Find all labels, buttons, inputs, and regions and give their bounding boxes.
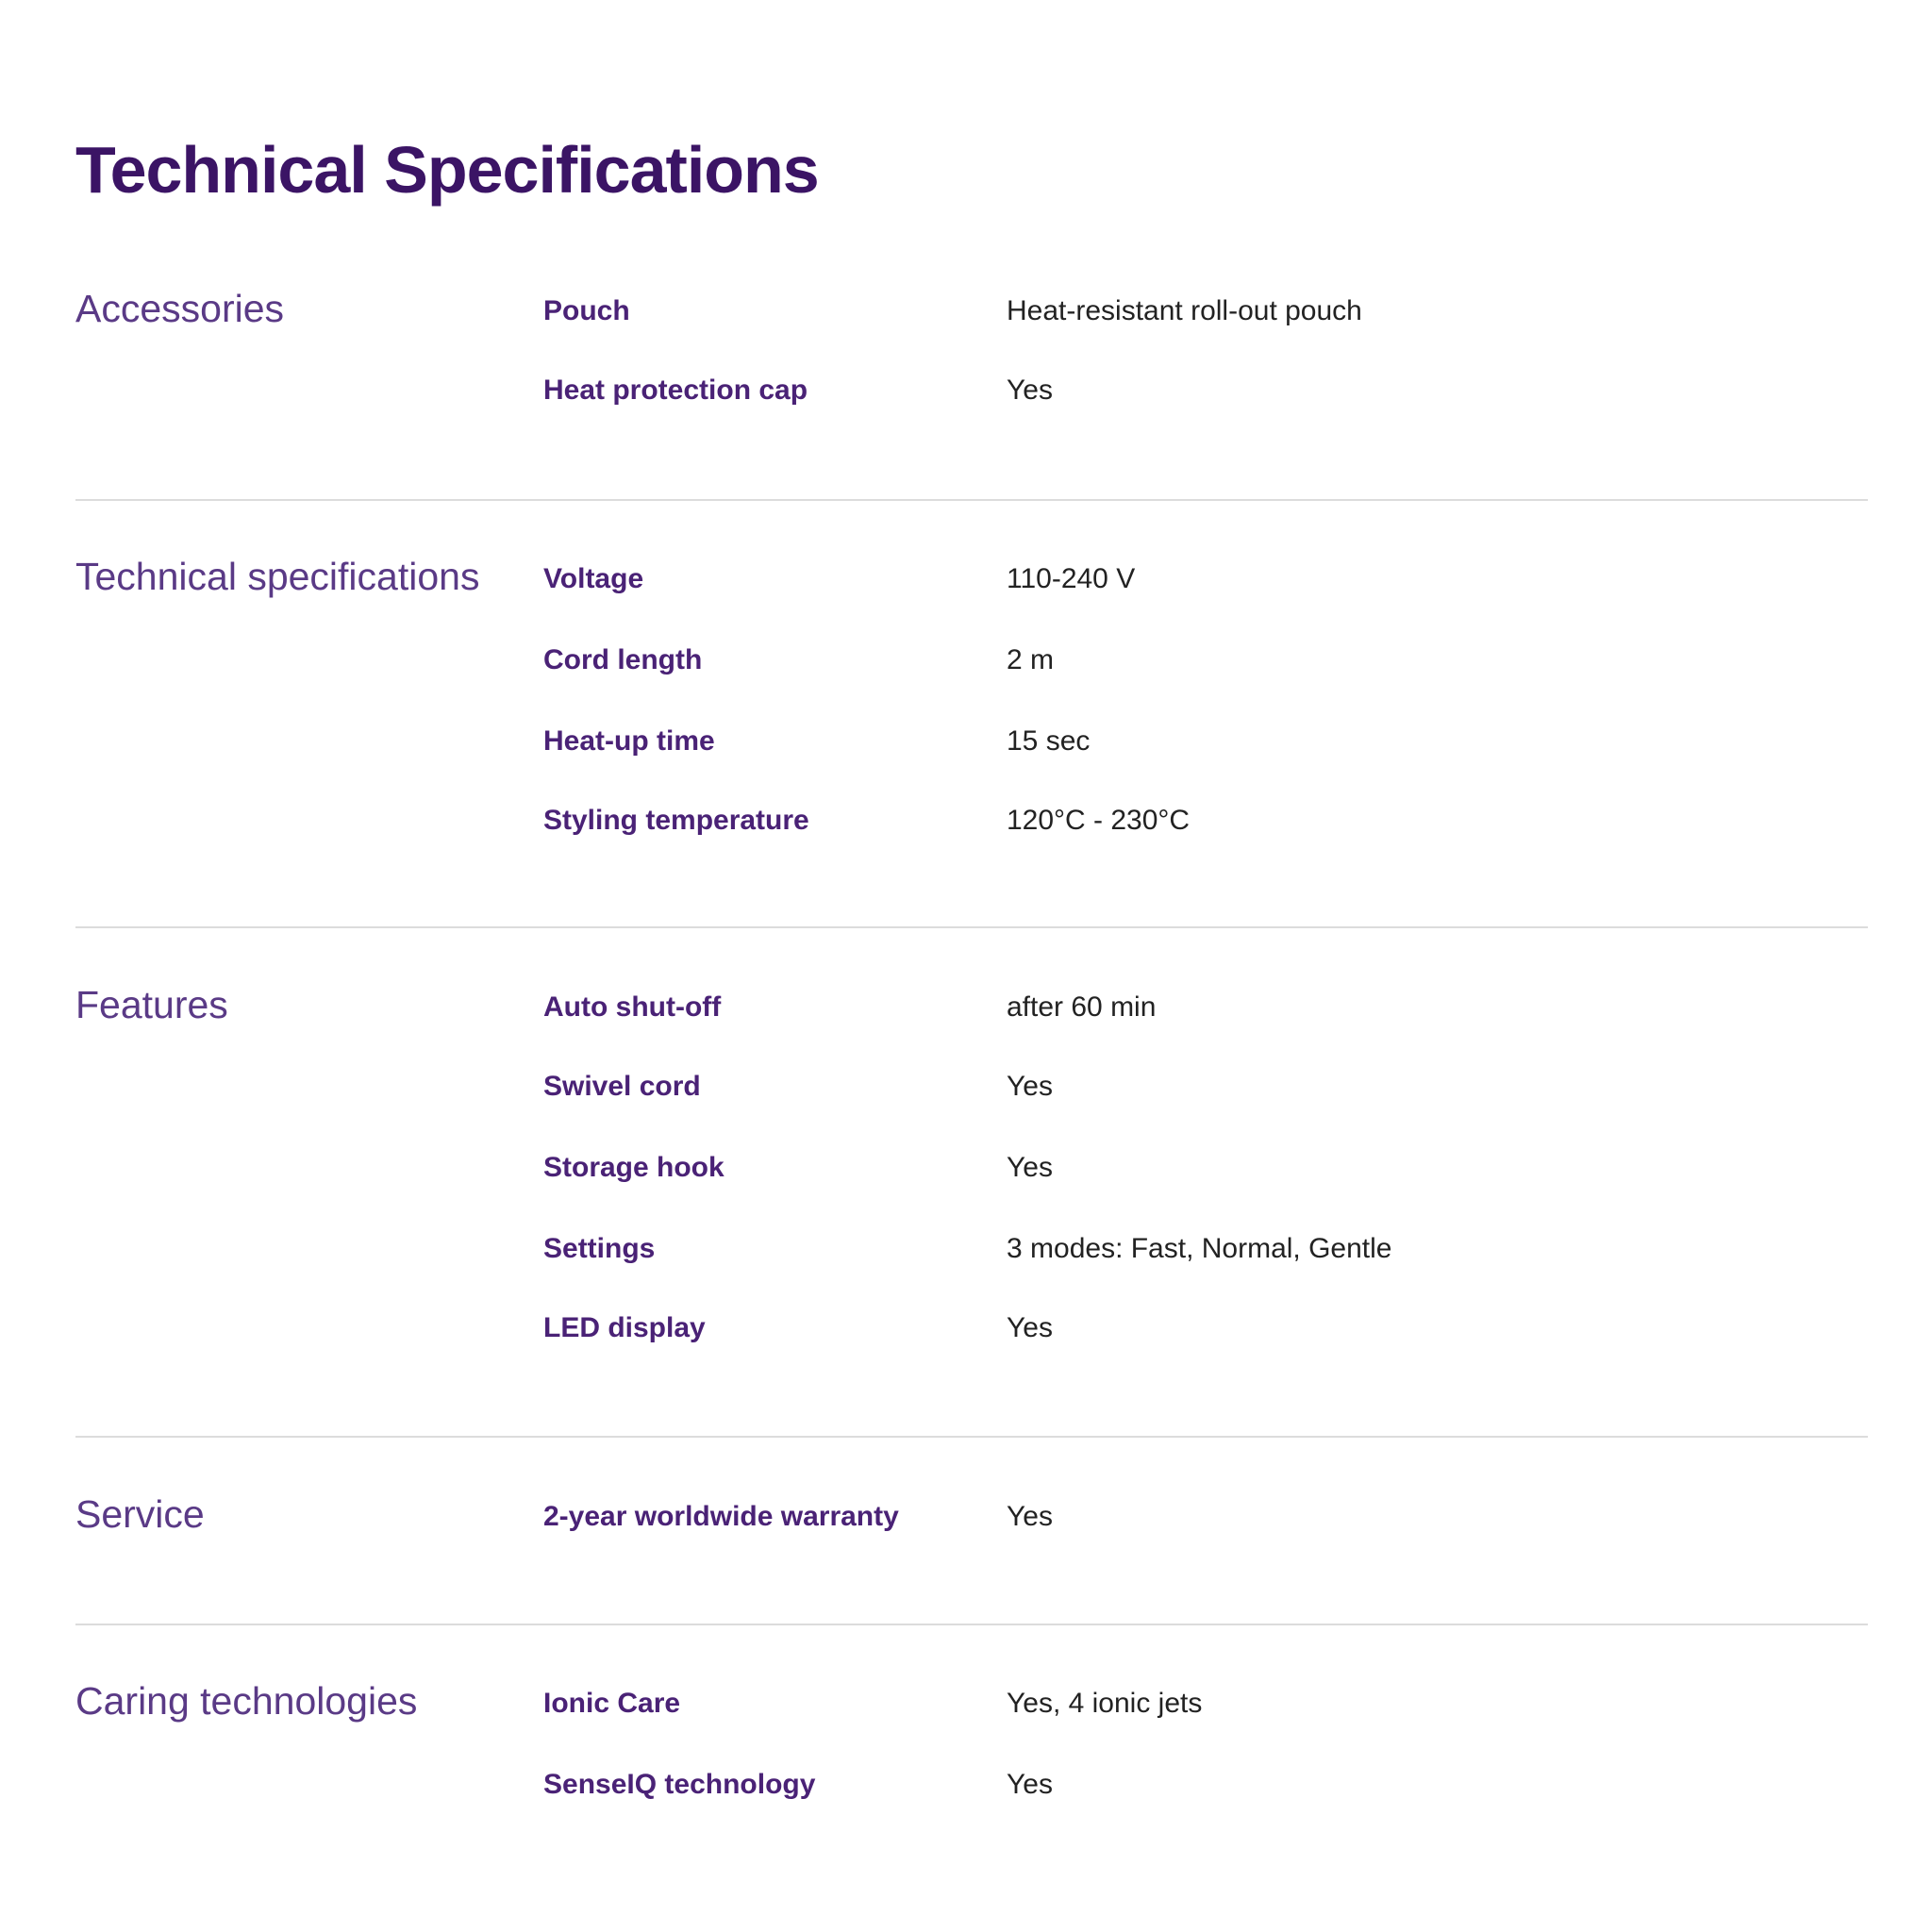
section-label: Technical specifications — [75, 555, 480, 598]
spec-key: Ionic Care — [543, 1688, 681, 1719]
section-label: Service — [75, 1492, 205, 1536]
spec-value: Yes — [1007, 1071, 1053, 1102]
spec-key: Settings — [543, 1233, 656, 1264]
spec-key: Pouch — [543, 295, 630, 326]
spec-row — [75, 1060, 1868, 1108]
spec-key: Voltage — [543, 563, 644, 594]
spec-key: Swivel cord — [543, 1071, 701, 1102]
section-label: Accessories — [75, 287, 285, 330]
section-divider — [75, 1436, 1868, 1438]
spec-key: Auto shut-off — [543, 991, 722, 1023]
spec-key: Cord length — [543, 644, 703, 675]
section-label: Features — [75, 983, 228, 1026]
spec-value: 120°C - 230°C — [1007, 805, 1191, 836]
section-label: Caring technologies — [75, 1679, 418, 1723]
spec-key: Storage hook — [543, 1152, 724, 1183]
section-divider — [75, 499, 1868, 501]
page-title: Technical Specifications — [75, 133, 819, 207]
section-divider — [75, 1624, 1868, 1625]
spec-row — [75, 715, 1868, 762]
spec-row — [75, 1141, 1868, 1189]
spec-row — [75, 981, 1868, 1028]
section-divider — [75, 926, 1868, 928]
spec-row — [75, 553, 1868, 600]
spec-row — [75, 634, 1868, 681]
spec-row — [75, 1223, 1868, 1270]
spec-value: 15 sec — [1007, 725, 1091, 757]
spec-row — [75, 794, 1868, 841]
spec-row — [75, 1758, 1868, 1806]
spec-value: 3 modes: Fast, Normal, Gentle — [1007, 1233, 1392, 1264]
spec-value: 2 m — [1007, 644, 1055, 675]
spec-row — [75, 364, 1868, 411]
spec-key: 2-year worldwide warranty — [543, 1501, 899, 1532]
spec-row — [75, 1677, 1868, 1724]
spec-key: LED display — [543, 1312, 706, 1343]
spec-row — [75, 1302, 1868, 1349]
spec-key: Heat protection cap — [543, 375, 808, 406]
spec-value: Yes — [1007, 1501, 1053, 1532]
spec-value: Yes, 4 ionic jets — [1007, 1688, 1203, 1719]
spec-row — [75, 1491, 1868, 1538]
spec-key: SenseIQ technology — [543, 1769, 816, 1800]
spec-value: after 60 min — [1007, 991, 1157, 1023]
spec-key: Heat-up time — [543, 725, 715, 757]
spec-key: Styling temperature — [543, 805, 809, 836]
spec-value: Yes — [1007, 1152, 1053, 1183]
spec-value: Yes — [1007, 1312, 1053, 1343]
spec-value: Yes — [1007, 1769, 1053, 1800]
spec-value: Yes — [1007, 375, 1053, 406]
spec-value: Heat-resistant roll-out pouch — [1007, 295, 1362, 326]
spec-value: 110-240 V — [1007, 563, 1136, 594]
spec-row — [75, 285, 1868, 332]
